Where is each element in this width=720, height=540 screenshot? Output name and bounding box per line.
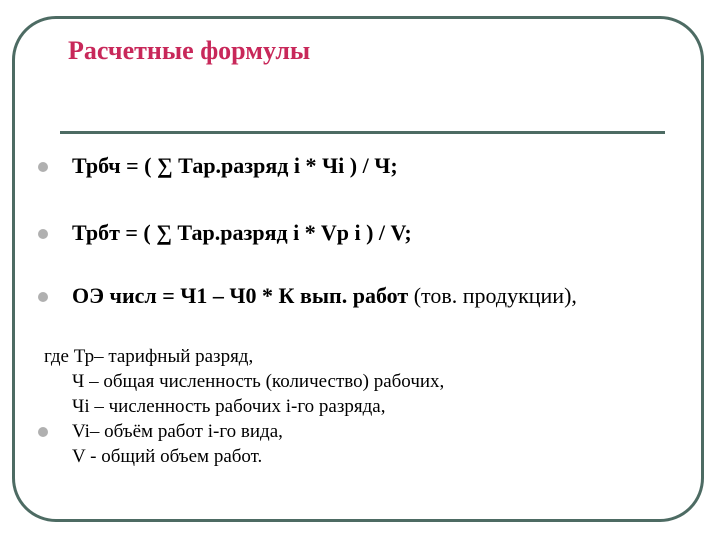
formula-trbch: Трбч = ( ∑ Тар.разряд i * Чi ) / Ч; — [72, 153, 398, 178]
note-line: Ч – общая численность (количество) рабочих, — [72, 371, 445, 392]
formula-oe — [72, 283, 577, 309]
title-divider — [60, 131, 665, 134]
formula-oe-main: ОЭ числ = Ч1 – Ч0 * К вып. работ — [72, 283, 409, 308]
notes-block — [44, 344, 444, 469]
bullet-icon — [38, 162, 48, 172]
note-line: Vi– объём работ i-го вида, — [72, 421, 283, 442]
note-line: V - общий объем работ. — [72, 446, 263, 467]
bullet-icon — [38, 292, 48, 302]
bullet-icon — [38, 229, 48, 239]
note-line: Чi – численность рабочих i-го разряда, — [72, 396, 386, 417]
note-line: где Тр– тарифный разряд, — [44, 346, 254, 367]
slide-title: Расчетные формулы — [68, 36, 311, 65]
formula-trbt: Трбт = ( ∑ Тар.разряд i * Vр i ) / V; — [72, 220, 412, 245]
bullet-icon — [38, 427, 48, 437]
formula-oe-suffix: (тов. продукции), — [408, 283, 577, 308]
